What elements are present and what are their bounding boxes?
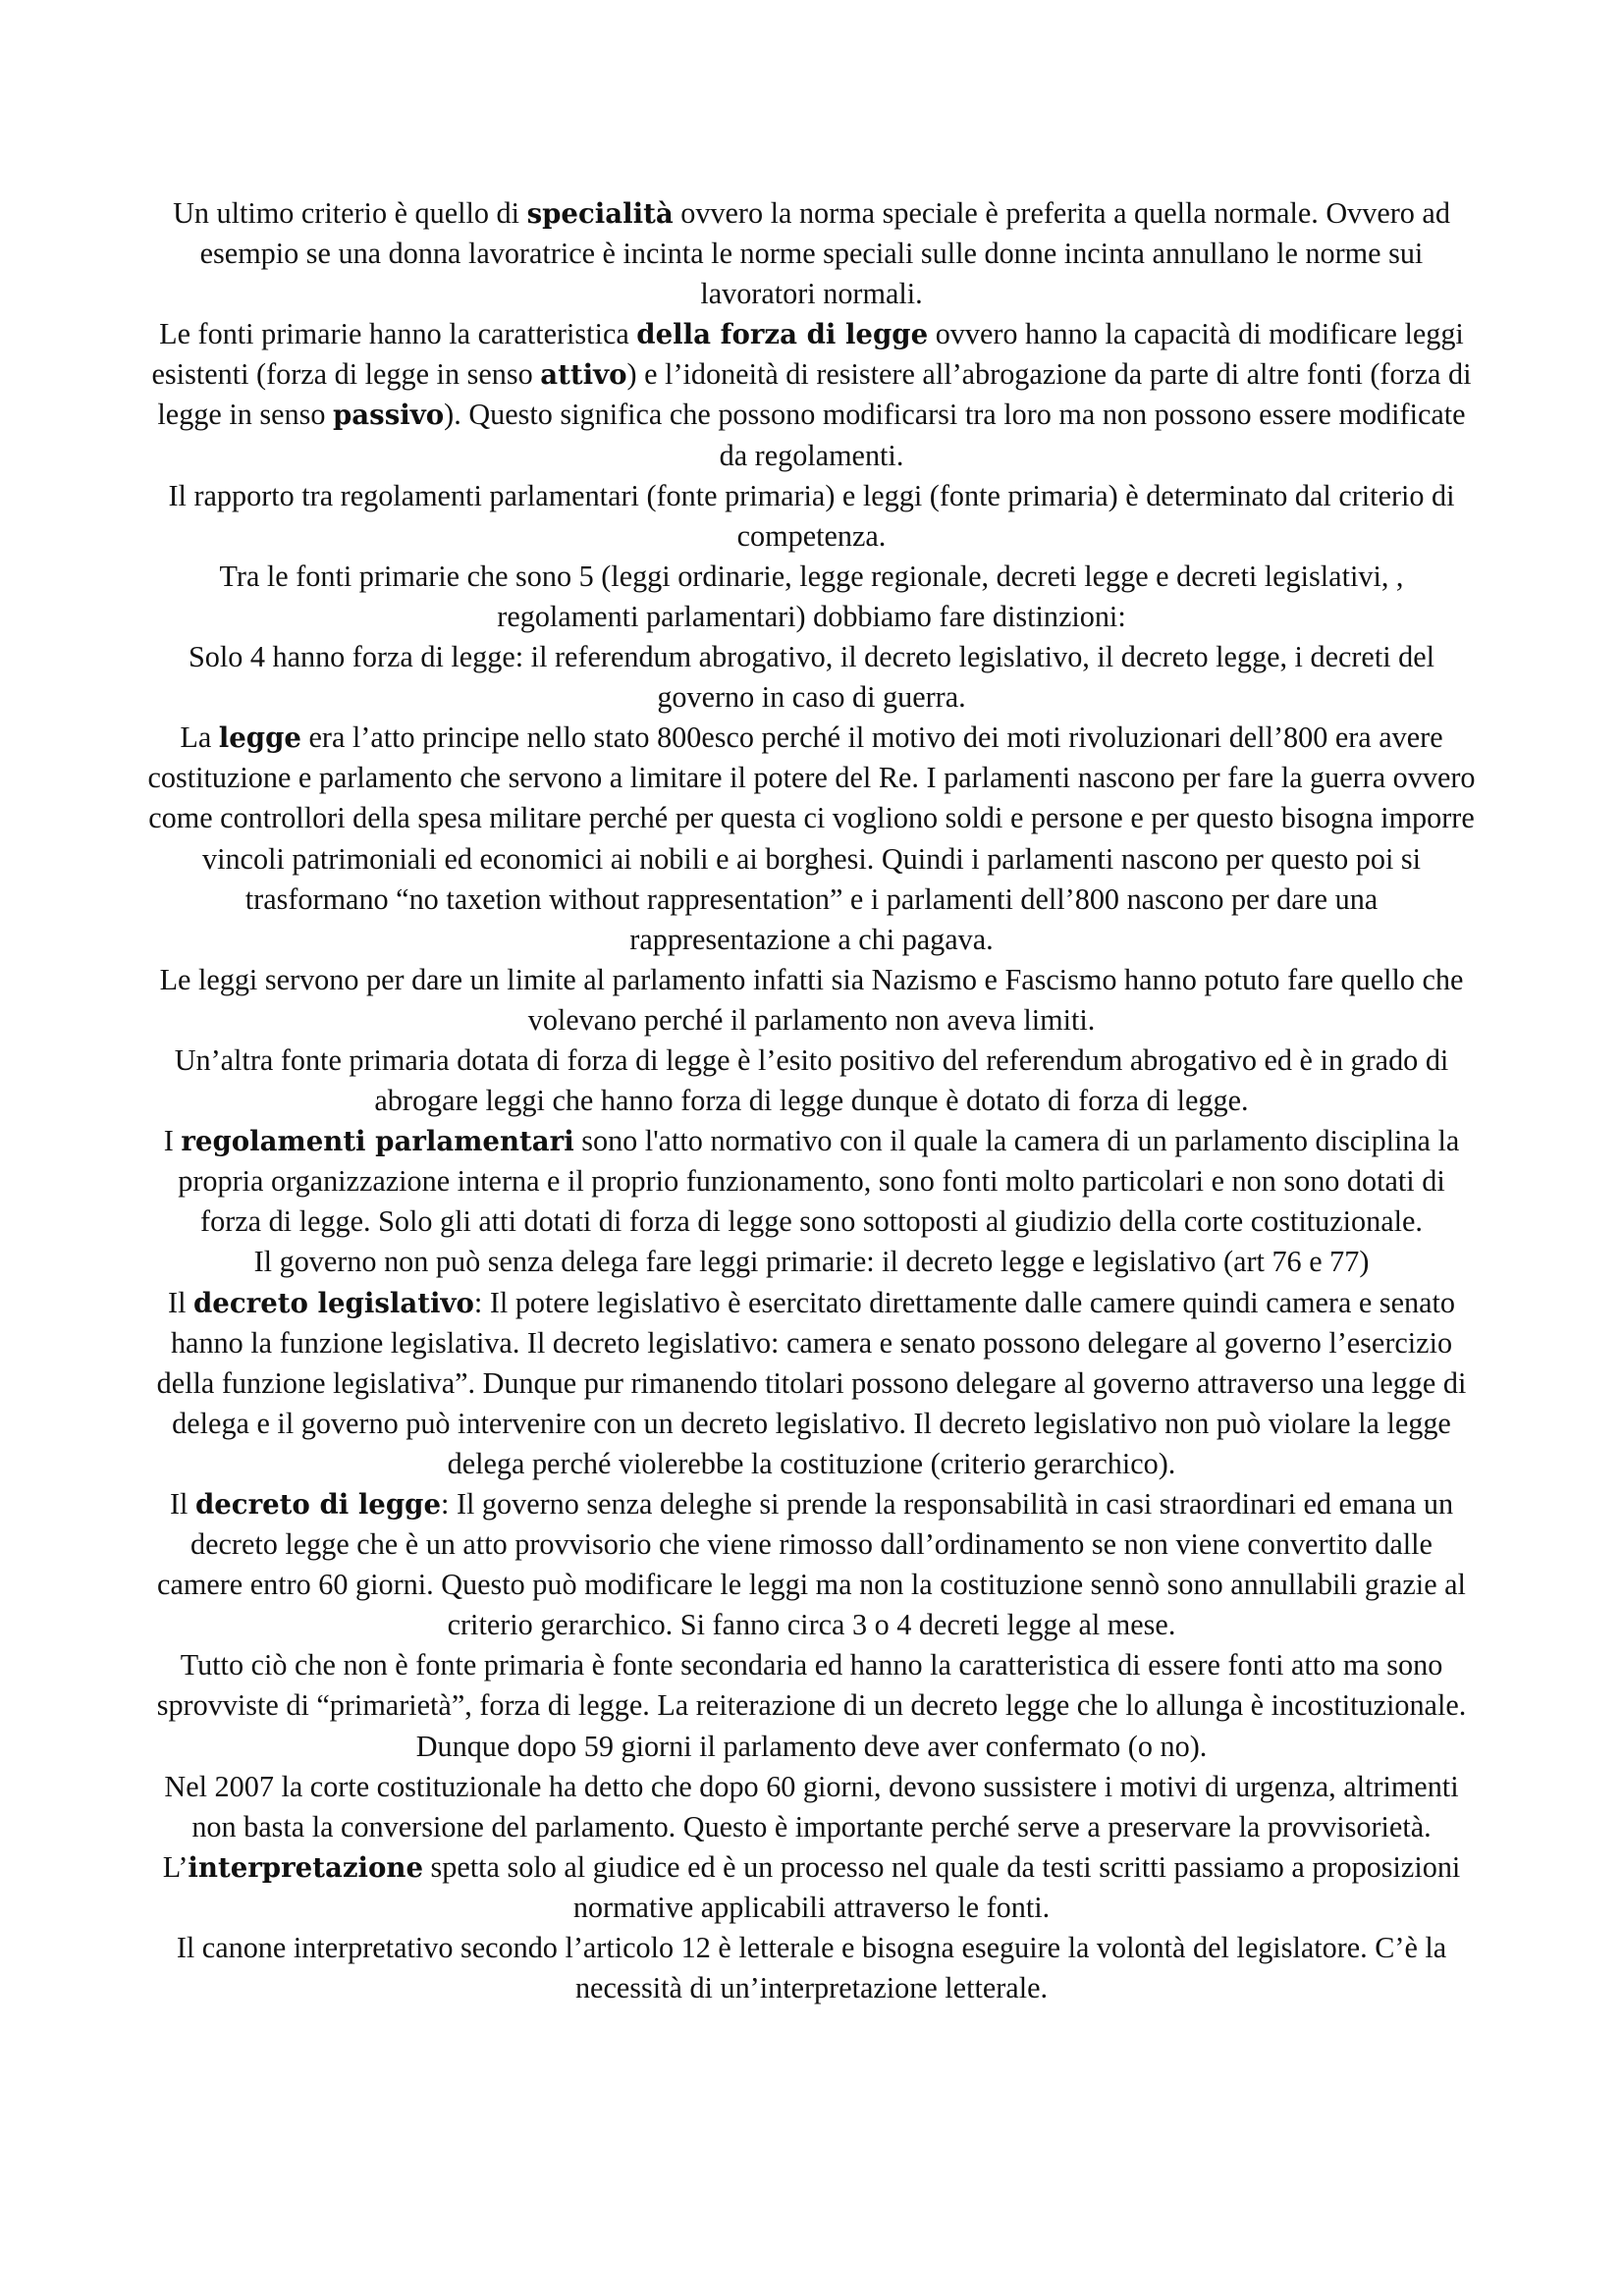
- paragraph-leggi-limite: [147, 960, 1476, 1041]
- paragraph-referendum: [147, 1041, 1476, 1121]
- text-run: Solo 4 hanno forza di legge: il referendum abrogativo, il decreto legislativo, il decreto legge, i decreti del governo in caso di guerra.: [188, 640, 1435, 715]
- bold-term: passivo: [333, 399, 445, 432]
- document-page: [147, 193, 1476, 2008]
- text-run: La: [180, 721, 219, 755]
- paragraph-decreto-legislativo: [147, 1283, 1476, 1484]
- text-run: Il: [169, 1487, 195, 1521]
- text-run: ovvero hanno la capacità di modificare leggi esistenti (forza di legge in senso: [151, 317, 1464, 392]
- text-run: Tutto ciò che non è fonte primaria è fonte secondaria ed hanno la caratteristica di essere fonti atto ma sono sprovviste di “primarietà”, forza di legge. La reiterazione di un decreto legge che lo allunga è incostituzionale. Dunque dopo 59 giorni il parlamento deve aver confermato (o no).: [156, 1648, 1467, 1763]
- text-run: ). Questo significa che possono modificarsi tra loro ma non possono essere modificate da regolamenti.: [444, 398, 1466, 472]
- paragraph-solo-quattro: [147, 637, 1476, 718]
- paragraph-forza-di-legge: [147, 314, 1476, 475]
- paragraph-rapporto-regolamenti: [147, 476, 1476, 557]
- text-run: era l’atto principe nello stato 800esco perché il motivo dei moti rivoluzionari dell’800 era avere costituzione e parlamento che servono a limitare il potere del Re. I parlamenti nascono per fare la guerra ovvero come controllori della spesa militare perché per questa ci vogliono soldi e persone e per questo bisogna imporre vincoli patrimoniali ed economici ai nobili e ai borghesi. Quindi i parlamenti nascono per questo poi si trasformano “no taxetion without rappresentation” e i parlamenti dell’800 nascono per dare una rappresentazione a chi pagava.: [147, 721, 1476, 956]
- bold-term: legge: [218, 721, 301, 755]
- paragraph-specialita: [147, 193, 1476, 314]
- text-run: Il canone interpretativo secondo l’articolo 12 è letterale e bisogna eseguire la volontà del legislatore. C’è la necessità di un’interpretazione letterale.: [176, 1931, 1447, 2005]
- paragraph-decreto-di-legge: [147, 1484, 1476, 1645]
- text-run: : Il potere legislativo è esercitato direttamente dalle camere quindi camera e senato hanno la funzione legislativa. Il decreto legislativo: camera e senato possono delegare al governo l’esercizio della funzione legislativa”. Dunque pur rimanendo titolari possono delegare al governo attraverso una legge di delega e il governo può intervenire con un decreto legislativo. Il decreto legislativo non può violare la legge delega perché violerebbe la costituzione (criterio gerarchico).: [156, 1285, 1467, 1480]
- text-run: Nel 2007 la corte costituzionale ha detto che dopo 60 giorni, devono sussistere i motivi di urgenza, altrimenti non basta la conversione del parlamento. Questo è importante perché serve a preservare la provvisorietà.: [164, 1769, 1459, 1843]
- text-run: Il rapporto tra regolamenti parlamentari (fonte primaria) e leggi (fonte primaria) è determinato dal criterio di competenza.: [168, 478, 1455, 553]
- text-run: Un’altra fonte primaria dotata di forza di legge è l’esito positivo del referendum abrogativo ed è in grado di abrogare leggi che hanno forza di legge dunque è dotato di forza di legge.: [174, 1042, 1449, 1118]
- paragraph-canone-interpretativo: [147, 1928, 1476, 2008]
- paragraph-fonti-primarie: [147, 557, 1476, 637]
- paragraph-regolamenti-parlamentari: [147, 1121, 1476, 1242]
- bold-term: decreto legislativo: [193, 1286, 474, 1319]
- paragraph-interpretazione: [147, 1847, 1476, 1928]
- text-run: L’: [162, 1849, 189, 1884]
- text-run: I: [163, 1124, 182, 1158]
- bold-term: della forza di legge: [636, 318, 929, 351]
- text-run: : Il governo senza deleghe si prende la responsabilità in casi straordinari ed emana un decreto legge che è un atto provvisorio che viene rimosso dall’ordinamento se non viene convertito dalle camere entro 60 giorni. Questo può modificare le leggi ma non la costituzione sennò sono annullabili grazie al criterio gerarchico. Si fanno circa 3 o 4 decreti legge al mese.: [157, 1487, 1466, 1642]
- text-run: Tra le fonti primarie che sono 5 (leggi ordinarie, legge regionale, decreti legge e decreti legislativi, , regolamenti parlamentari) dobbiamo fare distinzioni:: [219, 559, 1404, 633]
- text-run: Le fonti primarie hanno la caratteristica: [159, 317, 637, 351]
- paragraph-fonte-secondaria: [147, 1645, 1476, 1766]
- paragraph-legge: [147, 718, 1476, 960]
- text-run: ) e l’idoneità di resistere all’abrogazione da parte di altre fonti (forza di legge in senso: [157, 357, 1472, 432]
- text-run: sono l'atto normativo con il quale la camera di un parlamento disciplina la propria organizzazione interna e il proprio funzionamento, sono fonti molto particolari e non sono dotati di forza di legge. Solo gli atti dotati di forza di legge sono sottoposti al giudizio della corte costituzionale.: [178, 1124, 1460, 1239]
- text-run: spetta solo al giudice ed è un processo nel quale da testi scritti passiamo a proposizioni normative applicabili attraverso le fonti.: [423, 1849, 1461, 1924]
- bold-term: regolamenti parlamentari: [181, 1125, 574, 1158]
- bold-term: specialità: [526, 197, 674, 230]
- text-run: Le leggi servono per dare un limite al parlamento infatti sia Nazismo e Fascismo hanno potuto fare quello che volevano perché il parlamento non aveva limiti.: [159, 962, 1464, 1037]
- text-run: Il governo non può senza delega fare leggi primarie: il decreto legge e legislativo (art 76 e 77): [253, 1245, 1370, 1279]
- paragraph-corte-2007: [147, 1767, 1476, 1847]
- text-run: ovvero la norma speciale è preferita a quella normale. Ovvero ad esempio se una donna lavoratrice è incinta le norme speciali sulle donne incinta annullano le norme sui lavoratori normali.: [199, 196, 1450, 311]
- bold-term: attivo: [540, 358, 627, 392]
- bold-term: interpretazione: [188, 1850, 423, 1884]
- paragraph-governo-delega: [147, 1242, 1476, 1282]
- text-run: Un ultimo criterio è quello di: [173, 196, 527, 230]
- bold-term: decreto di legge: [194, 1488, 442, 1521]
- text-run: Il: [168, 1285, 194, 1319]
